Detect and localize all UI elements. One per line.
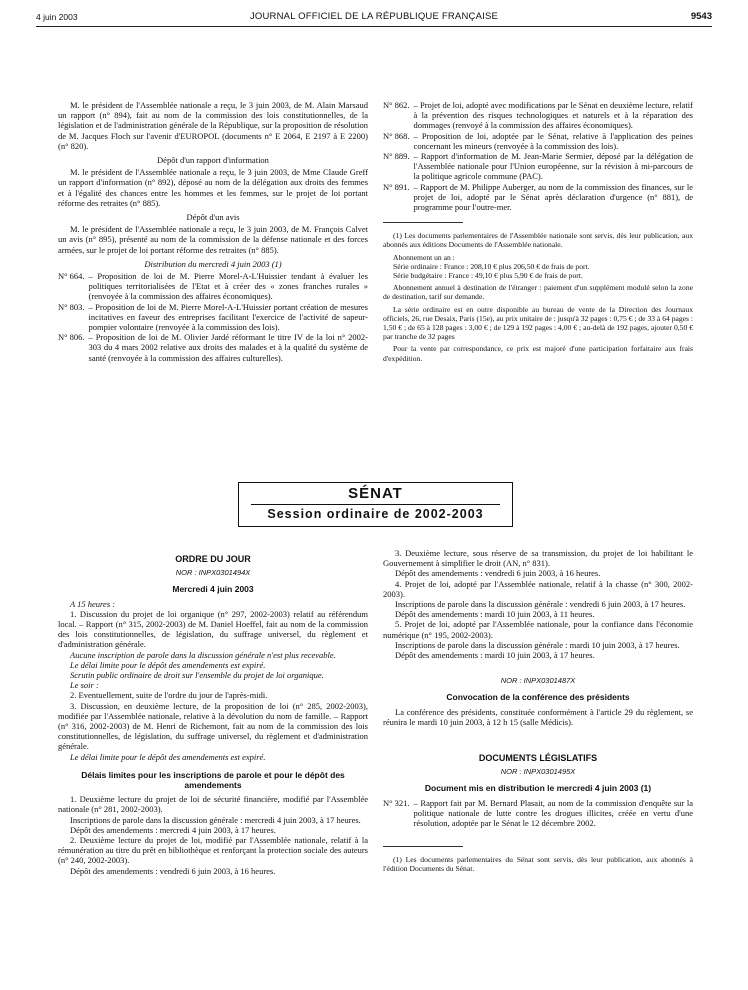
page-number: 9543 [690,11,712,22]
list-item: N° 862. – Projet de loi, adopté avec modifications par le Sénat en deuxième lecture, relatif à la prévention des risques technologiques et naturels et à la réparation des dommages (renvoyé à la commission des affaires économiques). [383,100,693,131]
heading-documents-legislatifs: DOCUMENTS LÉGISLATIFS [478,753,598,764]
top-right-column [383,100,693,363]
heading-ordre-du-jour: ORDRE DU JOUR [175,554,251,564]
journal-title: JOURNAL OFFICIEL DE LA RÉPUBLIQUE FRANÇAISE [249,11,499,22]
avis-calvet: M. le président de l'Assemblée nationale a reçu, le 3 juin 2003, de M. François Calvet un avis (n° 895), présenté au nom de la commission de la défense nationale et des forces armées, sur le projet de loi portant réforme des retraites (n° 885). [58,224,368,255]
list-item: N° 891. – Rapport de M. Philippe Auberger, au nom de la commission des finances, sur le projet de loi, adopté par le Sénat après déclaration d'urgence (n° 881), de programme pour l'outre-mer. [383,181,693,213]
list-item: N° 806. – Proposition de loi de M. Olivier Jardé réformant le titre IV de la loi n° 2002-303 du 4 mars 2002 relative aux droits des malades et à la qualité du système de santé (renvoyée à la commission des affaires culturelles). [58,332,368,363]
nor-code: NOR : INPX0301495X [500,767,576,777]
list-item: N° 321. – Rapport fait par M. Bernard Plasait, au nom de la commission d'enquête sur la politique nationale de lutte contre les drogues illicites, créée en vertu d'une résolution, adoptée par le Sénat le 12 décembre 2002. [383,797,693,829]
footnote-an: (1) Les documents parlementaires de l'Assemblée nationale sont servis, dès leur publication, aux abonnés aux éditions Documents de l'Assemblée nationale. Abonnement un an : Série ordinaire : France : 208,10 € plus 206,50 € de frais de port. Série budgétaire : France : 49,10 € plus 5,90 € de frais de port. Abonnement annuel à destination de l'étranger : paiement d'un supplément modulé selon la zone de destination, tarif sur demande. La série ordinaire est en outre disponible au bureau de vente de la Direction des Journaux officiels, 26, rue Desaix, Paris (15e), au prix unitaire de : jusqu'à 32 pages : 0,75 € ; de 33 à 64 pages : 1,50 € ; de 65 à 128 pages : 3,00 € ; de 129 à 192 pages : 4,00 € ; au-delà de 192 pages, ajouter 0,50 € par tranche de 32 pages Pour la vente par correspondance, ce prix est majoré d'une participation forfaitaire aux frais d'expédition. [383,231,693,363]
footnote-rule [383,846,463,847]
nor-code: NOR : INPX0301487X [500,676,576,686]
banner-title: SÉNAT [348,485,403,502]
list-item: N° 803. – Proposition de loi de M. Pierre Morel-A-L'Huissier portant création de mesures incitatives en faveur des entreprises facilitant l'exercice de l'activité de sapeur-pompier volontaire (renvoyée à la commission des lois). [58,301,368,333]
rapport-marsaud: M. le président de l'Assemblée nationale a reçu, le 3 juin 2003, de M. Alain Marsaud un rapport (n° 894), fait au nom de la commission des lois constitutionnelles, de la législation et de l'administration générale de la République, sur la proposition de résolution de M. Jacques Floch sur l'avenir d'EUROPOL (documents n° E 2064, E 2197 à E 2200) (n° 820). [58,100,368,151]
heading-rapport-information: Dépôt d'un rapport d'information [157,155,269,166]
heading-distribution: Distribution du mercredi 4 juin 2003 (1) [144,258,282,269]
rapport-greff: M. le président de l'Assemblée nationale a reçu, le 3 juin 2003, de Mme Claude Greff un rapport d'information (n° 892), déposé au nom de la délégation aux droits des femmes et à l'égalité des chances entre les hommes et les femmes, sur le projet de loi portant réforme des retraites (n° 885). [58,167,368,208]
top-left-column [58,100,368,363]
list-item: N° 889. – Rapport d'information de M. Jean-Marie Sermier, déposé par la délégation de l'Assemblée nationale pour l'Union européenne, sur la révision à mi-parcours de la politique agricole commune (PAC). [383,151,693,182]
bottom-right-column: 3. Deuxième lecture, sous réserve de sa transmission, du projet de loi habilitant le Gouvernement à simplifier le droit (AN, n° 831). Dépôt des amendements : vendredi 6 juin 2003, à 16 heures. 4. Projet de loi, adopté par l'Assemblée nationale, relatif à la chasse (n° 300, 2002-2003). Inscriptions de parole dans la discussion générale : vendredi 6 juin 2003, à 17 heures. Dépôt des amendements : mardi 10 juin 2003, à 11 heures. 5. Projet de loi, adopté par l'Assemblée nationale, pour la confiance dans l'économie numérique (n° 195, 2002-2003). Inscriptions de parole dans la discussion générale : mardi 10 juin 2003, à 17 heures. Dépôt des amendements : mardi 10 juin 2003, à 17 heures. NOR : INPX0301487X Convocation de la conférence des présidents La conférence des présidents, constituée conformément à l'article 29 du règlement, se réunira le mardi 10 juin 2003, à 12 h 15 (salle Médicis). DOCUMENTS LÉGISLATIFS NOR : INPX0301495X Document mis en distribution le mercredi 4 juin 2003 (1) N° 321. – Rapport fait par M. Bernard Plasait, au nom de la commission d'enquête sur la politique nationale de lutte contre les drogues illicites, créée en vertu d'une résolution, adoptée par le Sénat le 12 décembre 2002. (1) Les documents parlementaires du Sénat sont servis, dès leur publication, aux abonnés à l'édition Documents du Sénat. [383,548,693,874]
banner-divider [251,504,500,505]
page-header [36,10,712,27]
footnote-rule [383,222,463,223]
heading-delais: Délais limites pour les inscriptions de parole et pour le dépôt des amendements [81,769,345,791]
list-item: N° 664. – Proposition de loi de M. Pierre Morel-A-L'Huissier tendant à évaluer les politiques territorialisées de l'Etat et à créer des « zones franches rurales » (renvoyée à la commission des affaires économiques). [58,271,368,302]
header-date: 4 juin 2003 [36,12,78,22]
senat-banner [238,482,513,527]
heading-document-distribution: Document mis en distribution le mercredi 4 juin 2003 (1) [424,783,652,794]
footnote-senat: (1) Les documents parlementaires du Sénat sont servis, dès leur publication, aux abonnés à l'édition Documents du Sénat. [383,855,693,874]
list-item: N° 868. – Proposition de loi, adoptée par le Sénat, relative à l'application des peines concernant les mineurs (renvoyée à la commission des lois). [383,130,693,151]
heading-depot-avis: Dépôt d'un avis [186,212,240,223]
heading-convocation: Convocation de la conférence des présidents [446,692,630,703]
nor-code: NOR : INPX0301494X [175,568,251,578]
bottom-left-column: ORDRE DU JOUR NOR : INPX0301494X Mercredi 4 juin 2003 A 15 heures : 1. Discussion du projet de loi organique (n° 297, 2002-2003) relatif au référendum local. – Rapport (n° 315, 2002-2003) de M. Daniel Hoeffel, fait au nom de la commission des lois constitutionnelles, de législation, du suffrage universel, du règlement et d'administration générale. Aucune inscription de parole dans la discussion générale n'est plus recevable. Le délai limite pour le dépôt des amendements est expiré. Scrutin public ordinaire de droit sur l'ensemble du projet de loi organique. Le soir : 2. Eventuellement, suite de l'ordre du jour de l'après-midi. 3. Discussion, en deuxième lecture, de la proposition de loi (n° 285, 2002-2003), modifiée par l'Assemblée nationale, relative à la dévolution du nom de famille. – Rapport (n° 316, 2002-2003) de M. Henri de Richemont, fait au nom de la commission des lois constitutionnelles, de législation, du suffrage universel, du règlement et d'administration générale. Le délai limite pour le dépôt des amendements est expiré. Délais limites pour les inscriptions de parole et pour le dépôt des amendements 1. Deuxième lecture du projet de loi de sécurité financière, modifié par l'Assemblée nationale (n° 281, 2002-2003). Inscriptions de parole dans la discussion générale : mercredi 4 juin 2003, à 17 heures. Dépôt des amendements : mercredi 4 juin 2003, à 17 heures. 2. Deuxième lecture du projet de loi, modifié par l'Assemblée nationale, relatif à la rémunération au titre du prêt en bibliothèque et renforçant la protection sociale des auteurs (n° 240, 2002-2003). Dépôt des amendements : vendredi 6 juin 2003, à 16 heures. [58,554,368,876]
heading-date: Mercredi 4 juin 2003 [172,584,254,595]
banner-subtitle: Session ordinaire de 2002-2003 [267,507,484,521]
